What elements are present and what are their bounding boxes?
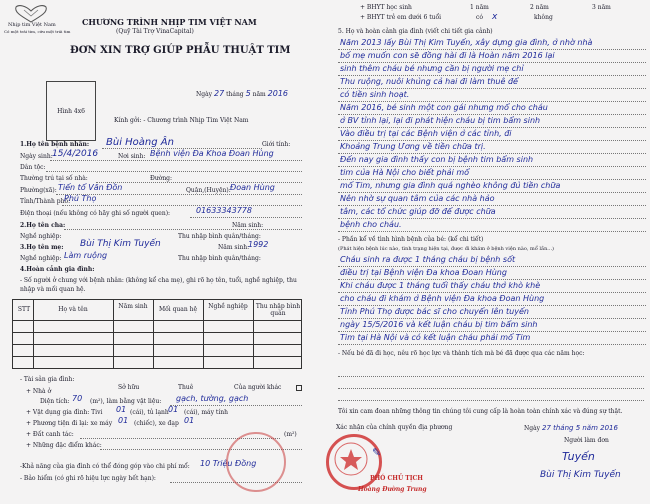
th-relation: Mối quan hệ — [158, 306, 198, 313]
bike-value: 01 — [184, 416, 195, 425]
contribution-value: 10 Triệu Đồng — [200, 459, 257, 468]
handwritten-line: mổ Tim, nhưng gia đình quá nghèo không đủ tiền chữa — [340, 181, 561, 190]
ward-value: Tiến tổ Văn Đồn — [58, 183, 123, 192]
form-title: ĐƠN XIN TRỢ GIÚP PHẪU THUẬT TIM — [70, 45, 291, 56]
logo-name: Nhịp tim Việt Nam — [8, 22, 56, 28]
family-heading: 4.Hoàn cảnh gia đình: — [20, 266, 95, 273]
official-title: PHÓ CHỦ TỊCH — [370, 475, 423, 482]
local-confirm-label: Xác nhận của chính quyền địa phương — [336, 424, 453, 431]
phone-label: Điện thoại (nếu không có hãy ghi số người quen): — [20, 210, 171, 217]
logo-tagline: Có một trái tim, cứu một trái tim — [4, 29, 71, 34]
date-day: 27 — [213, 89, 225, 98]
assets-heading: - Tài sản gia đình: — [20, 376, 75, 383]
area-label: Diện tích: — [40, 398, 70, 405]
heart-wing-icon — [6, 4, 56, 24]
rent-label: Thuê — [178, 384, 194, 391]
father-name-label: 2.Họ tên cha: — [20, 222, 66, 229]
land-label: + Đất canh tác: — [26, 431, 74, 438]
sponsor: (Quỹ Tài Trợ VinaCapital) — [116, 28, 194, 35]
pob-label: Nơi sinh: — [118, 153, 146, 160]
handwritten-line: Năm 2013 lấy Bùi Thị Kim Tuyến, xây dựng gia đình, ở nhờ nhà — [340, 38, 593, 47]
handwritten-line: Vào điều trị tại các Bệnh viện ở các tỉnh, đi — [340, 129, 512, 138]
handwritten-line: Tỉnh Phú Thọ được bác sĩ cho chuyển lên tuyến — [340, 307, 529, 316]
father-birth-label: Năm sinh: — [232, 222, 264, 229]
photo-label: Hình 4x6 — [57, 107, 85, 115]
fridge-label: (cái), tủ lạnh — [130, 409, 169, 416]
handwritten-line: Khi cháu được 1 tháng tuổi thấy cháu thở khò khè — [340, 281, 541, 290]
moto-value: 01 — [118, 416, 129, 425]
ac-label: (cái), máy tính — [184, 409, 228, 416]
photo-placeholder — [46, 81, 96, 141]
handwritten-line: Cháu sinh ra được 1 tháng cháu bị bệnh sốt — [340, 255, 516, 264]
handwritten-line: bệnh cho cháu. — [340, 220, 402, 229]
street-label: Đường: — [150, 175, 173, 182]
handwritten-line: bố mẹ muốn con sẽ đồng hài đi là Hoàn năm 2016 lại — [340, 51, 555, 60]
ward-label: Phường(xã): — [20, 187, 57, 194]
mother-income-label: Thu nhập bình quân/tháng: — [178, 255, 261, 262]
province-value: Phú Thọ — [64, 194, 97, 203]
father-job-label: Nghề nghiệp: — [20, 233, 62, 240]
star-icon — [329, 437, 373, 481]
official-signature: ✎ — [372, 446, 382, 459]
area-value: 70 — [72, 394, 83, 403]
bhyt-has-not: không — [534, 14, 553, 21]
date-month: 5 — [245, 89, 251, 98]
dob-value: 15/4/2016 — [52, 149, 99, 159]
other-owner-checkbox[interactable] — [296, 385, 302, 391]
mother-birth-label: Năm sinh: — [218, 244, 250, 251]
other-owner-label: Của người khác — [234, 384, 282, 391]
sqm-label: (m²), làm bằng vật liệu: — [90, 398, 162, 405]
household-table — [12, 299, 302, 369]
bike-label: (chiếc), xe đạp — [134, 420, 179, 427]
dob-label: Ngày sinh: — [20, 153, 53, 160]
sign-date — [524, 424, 618, 432]
handwritten-line: ngày 15/5/2016 và kết luận cháu bị tim bẩm sinh — [340, 320, 538, 329]
ethnic-label: Dân tộc: — [20, 164, 46, 171]
mother-job-label: Nghề nghiệp: — [20, 255, 62, 262]
bhyt-opt1: 1 năm — [470, 4, 489, 11]
sex-label: Giới tính: — [262, 141, 291, 148]
circumstance-heading: 5. Họ và hoàn cảnh gia đình (viết chi tiết gia cảnh) — [338, 28, 493, 35]
patient-name-label: 1.Họ tên bệnh nhân: — [20, 141, 90, 148]
applicant-name: Bùi Thị Kim Tuyến — [540, 470, 621, 480]
form-date — [196, 89, 288, 98]
date-year-label: năm — [252, 91, 266, 98]
province-label: Tỉnh/Thành phố: — [20, 198, 71, 205]
bhyt-mark: x — [492, 12, 498, 22]
bhyt-opt2: 2 năm — [530, 4, 549, 11]
other-features-label: + Những đặc điểm khác: — [26, 442, 102, 449]
applicant-label: Người làm đơn — [564, 437, 609, 444]
th-income: Thu nhập bình quân — [255, 303, 301, 317]
official-name: Hoàng Đường Trung — [358, 486, 427, 493]
bhyt-opt3: 3 năm — [592, 4, 611, 11]
date-month-label: tháng — [226, 91, 244, 98]
applicant-signature: Tuyến — [562, 450, 595, 463]
house-label: + Nhà ở — [26, 388, 52, 395]
pledge: Tôi xin cam đoan những thông tin chúng tôi cung cấp là hoàn toàn chính xác và đúng sự thật. — [338, 408, 623, 415]
date-year: 2016 — [267, 89, 289, 98]
bhyt-child-label: + BHYT trẻ em dưới 6 tuổi — [360, 14, 442, 21]
appliances-label: + Vật dụng gia đình: Tivi — [26, 409, 103, 416]
patient-name-value: Bùi Hoàng Ân — [106, 137, 174, 148]
program-title: CHƯƠNG TRÌNH NHỊP TIM VIỆT NAM — [82, 17, 257, 27]
school-label: - Nếu bé đã đi học, nêu rõ học lực và thành tích mà bé đã được qua các năm học: — [338, 350, 585, 357]
handwritten-line: Tim tại Hà Nội và có kết luận cháu phải mổ Tim — [340, 333, 531, 342]
phone-value: 01633343778 — [196, 206, 252, 215]
fridge-value: 01 — [168, 405, 179, 414]
tv-value: 01 — [116, 405, 127, 414]
mother-name-label: 3.Họ tên mẹ: — [20, 244, 64, 251]
handwritten-line: Năm 2016, bé sinh một con gái nhưng mổ cho cháu — [340, 103, 548, 112]
handwritten-line: Nên nhờ sự quan tâm của các nhà hảo — [340, 194, 495, 203]
handwritten-line: tâm, các tổ chức giúp đỡ để được chữa — [340, 207, 496, 216]
handwritten-line: ở BV tỉnh lại, lại đi phát hiện cháu bị tim bẩm sinh — [340, 116, 541, 125]
th-name: Họ và tên — [58, 306, 88, 313]
handwritten-line: điều trị tại Bệnh viện Đa khoa Đoan Hùng — [340, 268, 507, 277]
land-unit: (m²) — [284, 431, 297, 438]
recipient: Kính gởi: - Chương trình Nhịp Tim Việt Nam — [114, 117, 249, 124]
handwritten-line: sinh thêm cháu bé nhưng cần bị người mẹ chỉ — [340, 64, 524, 73]
family-instruction: - Số người ở chung với bệnh nhân: (không kể cha mẹ), ghi rõ họ tên, tuổi, nghề nghiệp, thu nhập và mối quan hệ. — [20, 277, 297, 293]
district-label: Quận,(Huyện): — [186, 187, 231, 194]
mother-name-value: Bùi Thị Kim Tuyến — [80, 239, 161, 249]
insurance-expiry-label: - Bảo hiểm (có ghi rõ hiệu lực ngày hết hạn): — [20, 475, 156, 482]
handwritten-line: Khoảng Trung Ương về tiền chữa trị. — [340, 142, 486, 151]
th-job: Nghề nghiệp — [208, 303, 248, 310]
diagnosis-label: - Phần kể về tình hình bệnh của bé: (kể chi tiết) — [338, 236, 484, 243]
th-stt: STT — [17, 306, 31, 313]
vehicles-label: + Phương tiện đi lại: xe máy — [26, 420, 113, 427]
material-value: gạch, tường, gạch — [176, 394, 249, 403]
mother-job-value: Làm ruộng — [64, 251, 108, 260]
handwritten-line: Thu ruộng, nuôi khủng cả hai đi làm thuê để — [340, 77, 518, 86]
th-birth: Năm sinh — [118, 303, 148, 310]
own-label: Sở hữu — [118, 384, 140, 391]
left-stamp — [226, 432, 286, 492]
residence-label: Thường trú tại số nhà: — [20, 175, 88, 182]
district-value: Đoan Hùng — [230, 183, 275, 192]
bhyt-has: có — [476, 14, 483, 21]
handwritten-line: cho cháu đi khám ở Bệnh viện Đa khoa Đoan Hùng — [340, 294, 545, 303]
handwritten-line: tim của Hà Nội cho biết phải mổ — [340, 168, 470, 177]
bhyt-student-label: + BHYT học sinh — [360, 4, 412, 11]
date-prefix: Ngày — [196, 91, 213, 98]
contribution-label: -Khả năng của gia đình có thể đóng góp vào chi phí mổ: — [20, 463, 190, 470]
pob-value: Bệnh viện Đa Khoa Đoan Hùng — [150, 149, 274, 158]
handwritten-line: có tiền sinh hoạt. — [340, 90, 410, 99]
mother-birth-value: 1992 — [248, 240, 269, 249]
handwritten-line: Đến nay gia đình thấy con bị bệnh tim bẩm sinh — [340, 155, 534, 164]
sign-date-value: 27 tháng 5 năm 2016 — [541, 424, 618, 432]
father-income-label: Thu nhập bình quân/tháng: — [178, 233, 261, 240]
sign-date-prefix: Ngày — [524, 425, 541, 432]
diagnosis-hint: (Phát hiện bệnh lúc nào, tình trạng hiện tại, được đi khám ở bệnh viện nào, mổ lần...) — [338, 246, 555, 252]
